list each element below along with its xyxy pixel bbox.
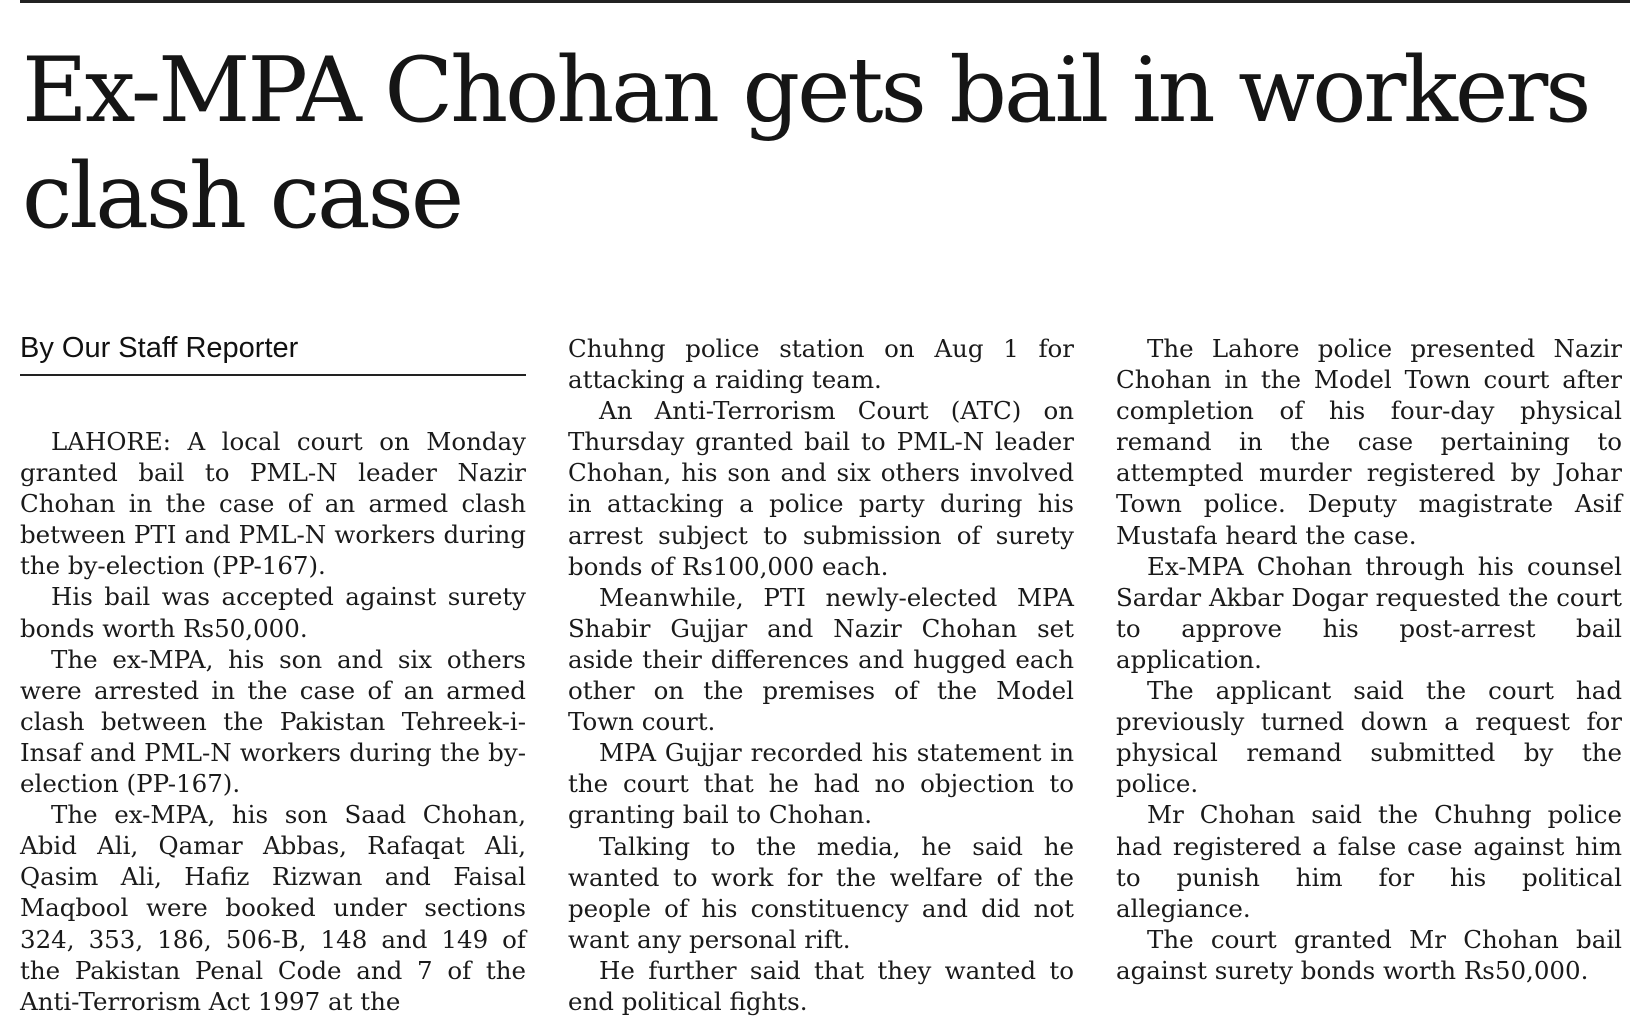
paragraph: His bail was accepted against surety bonds worth Rs50,000. [20,582,526,643]
paragraph: Talking to the media, he said he wanted to work for the welfare of the people of his constituency and did not want any personal rift. [568,831,1074,954]
paragraph: The ex-MPA, his son Saad Chohan, Abid Ali, Qamar Abbas, Rafaqat Ali, Qasim Ali, Hafiz Rizwan and Faisal Maqbool were booked under sections 324, 353, 186, 506-B, 148 and 149 of the Pakistan Penal Code and 7 of the Anti-Terrorism Act 1997 at the [20,800,526,1016]
article-column-2 [568,333,1074,1017]
headline: Ex-MPA Chohan gets bail in workers clash case [22,38,1589,249]
paragraph: MPA Gujjar recorded his statement in the court that he had no objection to granting bail to Chohan. [568,738,1074,830]
paragraph: The court granted Mr Chohan bail against surety bonds worth Rs50,000. [1116,924,1622,985]
top-rule [20,0,1630,3]
paragraph: The Lahore police presented Nazir Chohan in the Model Town court after completion of his four-day physical remand in the case pertaining to attempted murder registered by Johar Town police. Deputy magistrate Asif Mustafa heard the case. [1116,334,1622,550]
paragraph: He further said that they wanted to end political fights. [568,955,1074,1016]
paragraph: Mr Chohan said the Chuhng police had registered a false case against him to punish him for his political allegiance. [1116,800,1622,923]
paragraph: An Anti-Terrorism Court (ATC) on Thursday granted bail to PML-N leader Chohan, his son and six others involved in attacking a police party during his arrest subject to submission of surety bonds of Rs100,000 each. [568,396,1074,581]
paragraph: Ex-MPA Chohan through his counsel Sardar Akbar Dogar requested the court to approve his post-arrest bail application. [1116,551,1622,674]
paragraph: Meanwhile, PTI newly-elected MPA Shabir Gujjar and Nazir Chohan set aside their differences and hugged each other on the premises of the Model Town court. [568,582,1074,737]
article-column-3 [1116,333,1622,986]
paragraph-continued: Chuhng police station on Aug 1 for attacking a raiding team. [568,334,1074,395]
paragraph: LAHORE: A local court on Monday granted bail to PML-N leader Nazir Chohan in the case of an armed clash between PTI and PML-N workers during the by-election (PP-167). [20,427,526,581]
byline: By Our Staff Reporter [20,330,526,376]
paragraph: The ex-MPA, his son and six others were arrested in the case of an armed clash between the Pakistan Tehreek-i-Insaf and PML-N workers during the by-election (PP-167). [20,644,526,799]
paragraph: The applicant said the court had previously turned down a request for physical remand submitted by the police. [1116,676,1622,799]
article-column-1 [20,426,526,1017]
